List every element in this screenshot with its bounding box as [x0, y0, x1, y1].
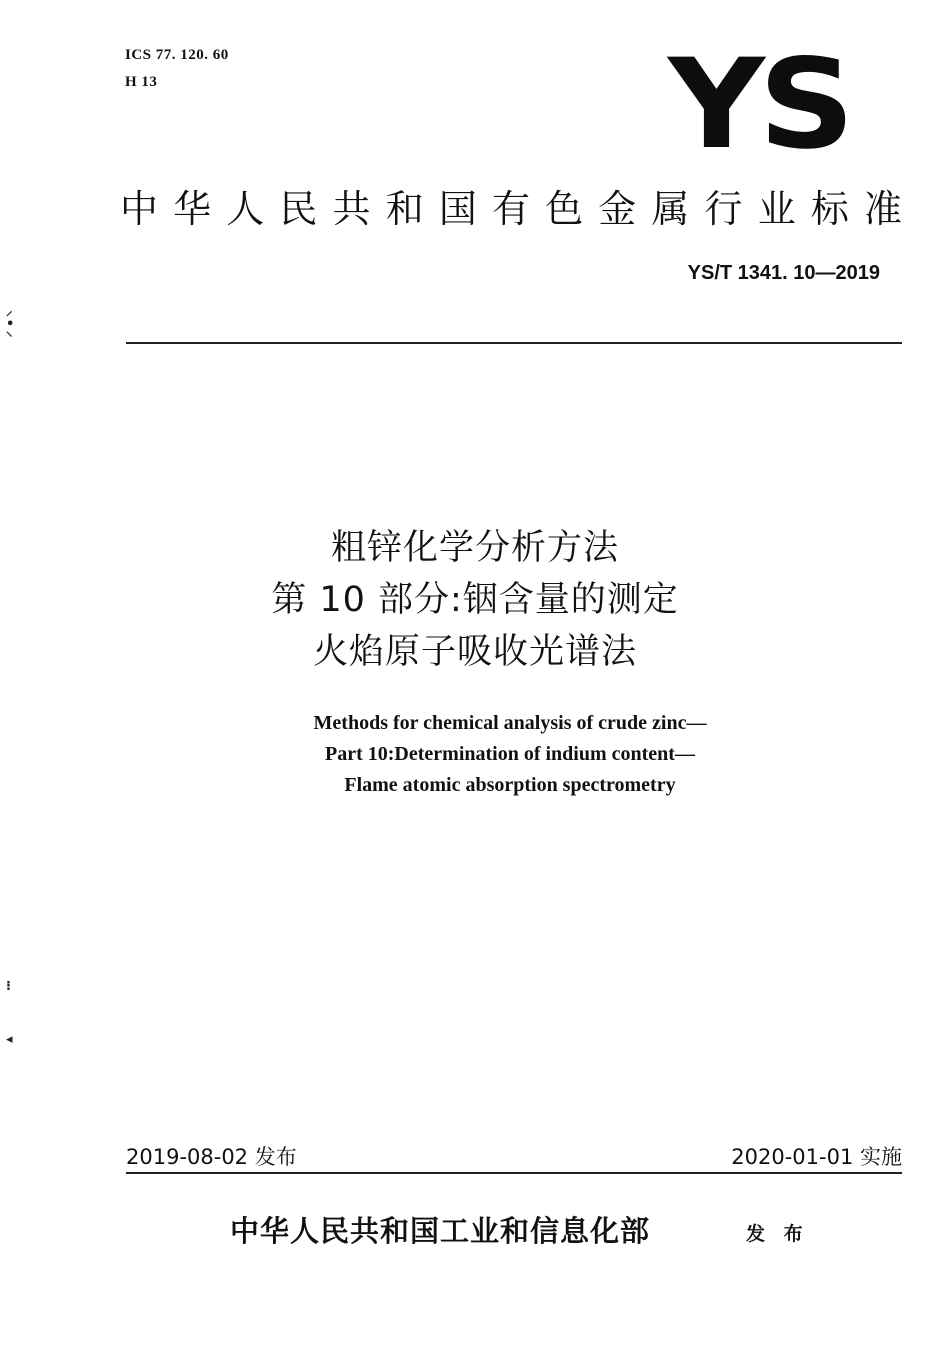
standard-category: 中华人民共和国有色金属行业标准 [120, 187, 904, 231]
margin-mark: ◂ [6, 1032, 13, 1047]
chinese-title-line: 第 10 部分:铟含量的测定 [271, 580, 679, 620]
issue-date: 2019-08-02 发布 [126, 1145, 297, 1169]
ics-code: ICS 77. 120. 60 [125, 47, 229, 63]
margin-mark: ⁝ [6, 979, 11, 994]
margin-marks-lower [6, 1033, 13, 1046]
issuing-authority: 中华人民共和国工业和信息化部 [230, 1214, 651, 1248]
english-title-line: Flame atomic absorption spectrometry [344, 774, 676, 796]
issue-label: 发 布 [746, 1223, 809, 1245]
english-title-line: Methods for chemical analysis of crude zinc— [313, 712, 707, 734]
chinese-title-line: 火焰原子吸收光谱法 [312, 632, 637, 672]
margin-marks-middle [6, 980, 11, 993]
implementation-date: 2020-01-01 实施 [731, 1145, 902, 1169]
ys-logo: YS [668, 33, 849, 177]
top-divider [126, 342, 902, 344]
chinese-title-line: 粗锌化学分析方法 [330, 528, 619, 568]
margin-marks-top [6, 305, 14, 344]
ccs-code: H 13 [125, 74, 158, 90]
margin-mark: ⸝ • ⸌ [6, 304, 15, 345]
bottom-divider [126, 1172, 902, 1174]
standard-number: YS/T 1341. 10—2019 [687, 262, 880, 284]
english-title-line: Part 10:Determination of indium content— [325, 743, 695, 765]
